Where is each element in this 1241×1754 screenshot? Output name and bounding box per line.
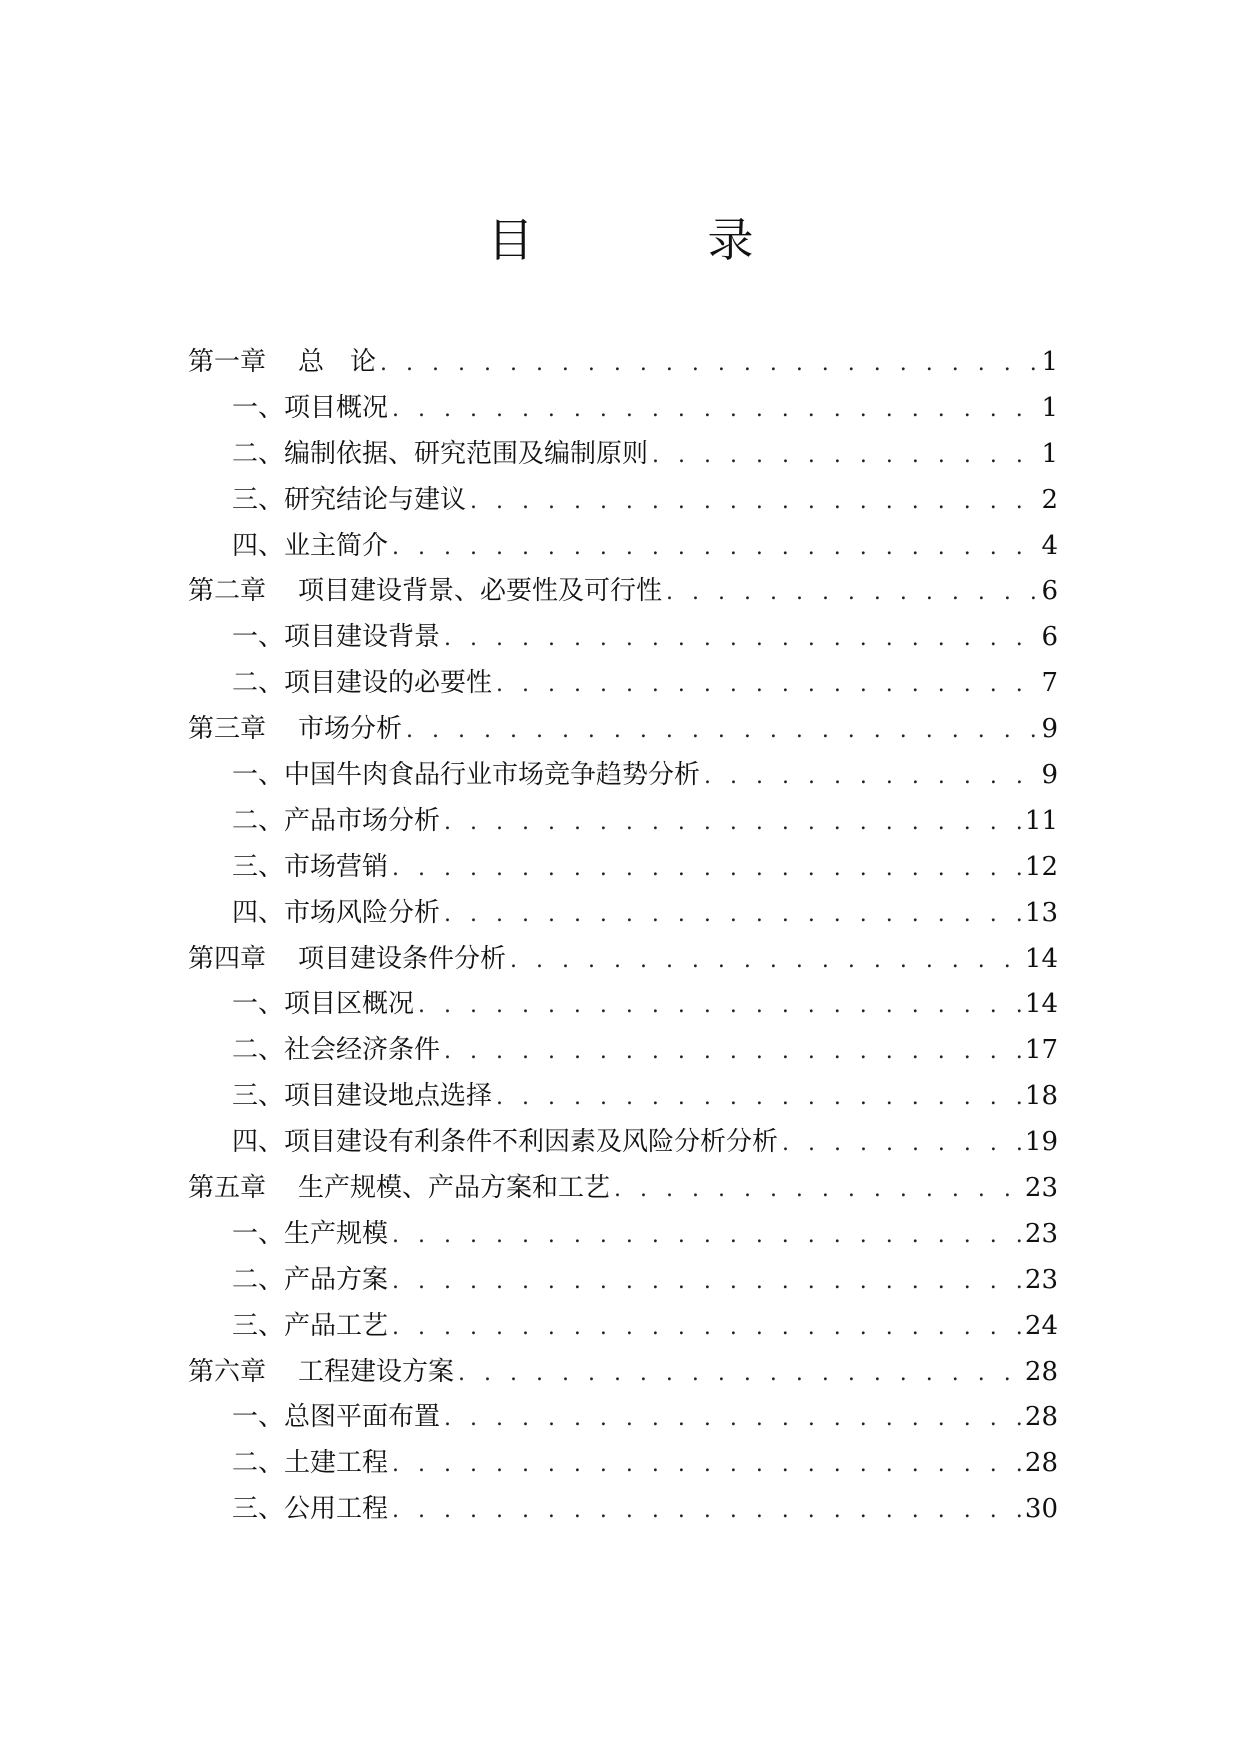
toc-dot-leader	[496, 662, 1037, 708]
toc-page-number: 23	[1024, 1173, 1058, 1204]
toc-entry-title: 一、项目概况	[232, 392, 389, 423]
toc-page-number: 23	[1024, 1264, 1058, 1295]
toc-page-number: 23	[1024, 1218, 1058, 1249]
toc-page-number: 11	[1024, 805, 1058, 836]
toc-page-number: 12	[1024, 851, 1058, 882]
toc-entry-title: 四、市场风险分析	[232, 897, 441, 928]
toc-section-entry[interactable]	[188, 386, 1058, 432]
toc-entry-title: 三、公用工程	[232, 1494, 389, 1525]
toc-section-entry[interactable]	[188, 432, 1058, 478]
toc-section-entry[interactable]	[188, 982, 1058, 1028]
toc-page-number: 7	[1041, 668, 1058, 699]
toc-section-entry[interactable]	[188, 1258, 1058, 1304]
toc-dot-leader	[614, 1167, 1021, 1213]
toc-entry-title: 二、土建工程	[232, 1448, 389, 1479]
toc-entry-title: 三、市场营销	[232, 851, 389, 882]
table-of-contents	[188, 340, 1058, 1533]
toc-dot-leader	[392, 1442, 1021, 1488]
toc-entry-title: 四、项目建设有利条件不利因素及风险分析分析	[232, 1127, 779, 1158]
toc-entry-title: 一、生产规模	[232, 1218, 389, 1249]
toc-entry-title: 三、研究结论与建议	[232, 484, 467, 515]
toc-section-entry[interactable]	[188, 1395, 1058, 1441]
toc-dot-leader	[704, 754, 1037, 800]
toc-chapter-number: 第五章	[188, 1173, 267, 1204]
toc-dot-leader	[392, 846, 1021, 892]
toc-entry-title: 项目建设背景、必要性及可行性	[298, 576, 663, 607]
toc-entry-title: 生产规模、产品方案和工艺	[298, 1173, 611, 1204]
toc-page-number: 6	[1041, 622, 1058, 653]
toc-entry-title: 总 论	[298, 347, 377, 377]
toc-section-entry[interactable]	[188, 891, 1058, 937]
toc-section-entry[interactable]	[188, 1028, 1058, 1074]
toc-dot-leader	[380, 341, 1037, 387]
toc-entry-title: 一、总图平面布置	[232, 1402, 441, 1433]
toc-chapter-entry[interactable]	[188, 340, 1058, 386]
toc-section-entry[interactable]	[188, 661, 1058, 707]
toc-entry-title: 二、产品市场分析	[232, 805, 441, 836]
toc-page-number: 17	[1024, 1035, 1058, 1066]
toc-dot-leader	[510, 938, 1021, 984]
toc-entry-title: 一、中国牛肉食品行业市场竞争趋势分析	[232, 760, 701, 791]
toc-section-entry[interactable]	[188, 799, 1058, 845]
toc-page-number: 24	[1024, 1310, 1058, 1341]
toc-page-number: 6	[1041, 576, 1058, 607]
toc-dot-leader	[470, 479, 1037, 525]
toc-entry-title: 二、编制依据、研究范围及编制原则	[232, 438, 649, 469]
toc-page-number: 1	[1041, 438, 1058, 469]
toc-dot-leader	[444, 800, 1021, 846]
toc-chapter-entry[interactable]	[188, 937, 1058, 983]
toc-page-number: 28	[1024, 1448, 1058, 1479]
toc-section-entry[interactable]	[188, 478, 1058, 524]
toc-entry-title: 二、项目建设的必要性	[232, 668, 493, 699]
toc-dot-leader	[444, 892, 1021, 938]
toc-page-number: 1	[1041, 347, 1058, 377]
toc-dot-leader	[392, 525, 1037, 571]
toc-entry-title: 二、社会经济条件	[232, 1035, 441, 1066]
toc-chapter-entry[interactable]	[188, 707, 1058, 753]
toc-dot-leader	[652, 433, 1037, 479]
toc-page-number: 28	[1024, 1402, 1058, 1433]
toc-page-number: 30	[1024, 1494, 1058, 1525]
toc-chapter-number: 第二章	[188, 576, 267, 607]
toc-page-number: 9	[1041, 714, 1058, 745]
toc-section-entry[interactable]	[188, 615, 1058, 661]
toc-section-entry[interactable]	[188, 1212, 1058, 1258]
toc-dot-leader	[406, 708, 1037, 754]
toc-dot-leader	[666, 570, 1037, 616]
toc-section-entry[interactable]	[188, 845, 1058, 891]
toc-dot-leader	[392, 1488, 1021, 1534]
toc-dot-leader	[444, 616, 1037, 662]
toc-section-entry[interactable]	[188, 753, 1058, 799]
toc-section-entry[interactable]	[188, 1120, 1058, 1166]
toc-dot-leader	[392, 1305, 1021, 1351]
toc-entry-title: 一、项目区概况	[232, 989, 415, 1020]
toc-section-entry[interactable]	[188, 1487, 1058, 1533]
toc-chapter-number: 第六章	[188, 1356, 267, 1387]
toc-chapter-entry[interactable]	[188, 569, 1058, 615]
toc-page-number: 28	[1024, 1356, 1058, 1387]
toc-dot-leader	[418, 983, 1021, 1029]
toc-chapter-entry[interactable]	[188, 1350, 1058, 1396]
toc-dot-leader	[496, 1075, 1021, 1121]
toc-section-entry[interactable]	[188, 524, 1058, 570]
toc-chapter-entry[interactable]	[188, 1166, 1058, 1212]
toc-entry-title: 三、项目建设地点选择	[232, 1081, 493, 1112]
toc-entry-title: 工程建设方案	[298, 1356, 455, 1387]
toc-page-number: 14	[1024, 943, 1058, 974]
toc-dot-leader	[458, 1351, 1021, 1397]
toc-dot-leader	[444, 1029, 1021, 1075]
toc-dot-leader	[392, 387, 1037, 433]
toc-entry-title: 市场分析	[298, 714, 403, 745]
toc-dot-leader	[392, 1259, 1021, 1305]
toc-page-number: 4	[1041, 530, 1058, 561]
toc-dot-leader	[392, 1213, 1021, 1259]
toc-page-number: 1	[1041, 392, 1058, 423]
toc-section-entry[interactable]	[188, 1304, 1058, 1350]
toc-entry-title: 二、产品方案	[232, 1264, 389, 1295]
page-title: 目 录	[487, 213, 818, 267]
toc-chapter-number: 第四章	[188, 943, 267, 974]
toc-entry-title: 三、产品工艺	[232, 1310, 389, 1341]
toc-chapter-number: 第一章	[188, 347, 267, 377]
toc-page-number: 14	[1024, 989, 1058, 1020]
toc-entry-title: 项目建设条件分析	[298, 943, 507, 974]
toc-page-number: 13	[1024, 897, 1058, 928]
toc-entry-title: 一、项目建设背景	[232, 622, 441, 653]
toc-entry-title: 四、业主简介	[232, 530, 389, 561]
toc-section-entry[interactable]	[188, 1074, 1058, 1120]
toc-chapter-number: 第三章	[188, 714, 267, 745]
toc-dot-leader	[782, 1121, 1021, 1167]
toc-section-entry[interactable]	[188, 1441, 1058, 1487]
toc-page-number: 19	[1024, 1127, 1058, 1158]
toc-dot-leader	[444, 1396, 1021, 1442]
toc-page-number: 2	[1041, 484, 1058, 515]
toc-page-number: 9	[1041, 760, 1058, 791]
toc-page-number: 18	[1024, 1081, 1058, 1112]
